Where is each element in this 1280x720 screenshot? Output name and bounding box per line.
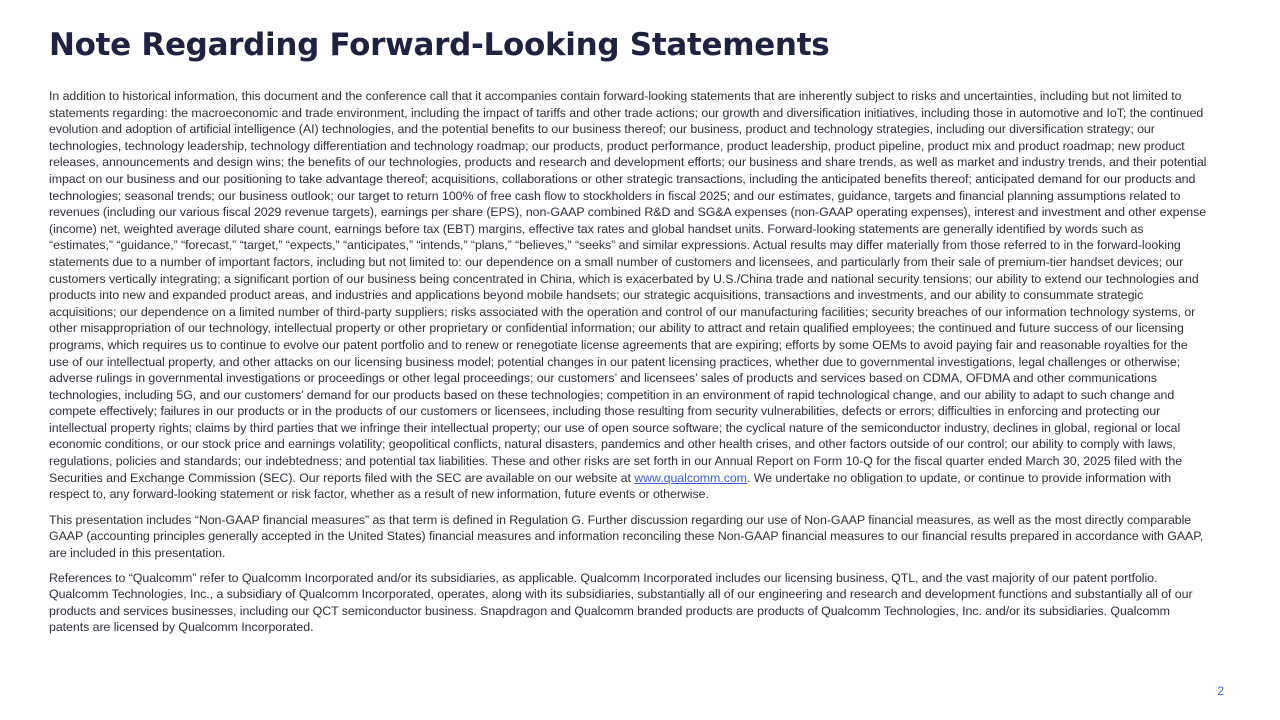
qualcomm-website-link[interactable]: www.qualcomm.com <box>634 470 747 485</box>
references-paragraph: References to “Qualcomm” refer to Qualcomm Incorporated and/or its subsidiaries, as applicable. Qualcomm Incorporated includes our licensing business, QTL, and the vast majority of our patent portfolio. Qualcomm Technologies, Inc., a subsidiary of Qualcomm Incorporated, operates, along with its subsidiaries, substantially all of our engineering and research and development functions and substantially all of our products and services businesses, including our QCT semiconductor business. Snapdragon and Qualcomm branded products are products of Qualcomm Technologies, Inc. and/or its subsidiaries. Qualcomm patents are licensed by Qualcomm Incorporated. <box>49 570 1193 635</box>
disclaimer-body <box>49 88 1209 644</box>
forward-looking-text-end: . We undertake no obligation to update, or continue to provide information with respect to, any forward-looking statement or risk factor, whether as a result of new information, future events or otherwise. <box>49 470 1172 502</box>
page-title: Note Regarding Forward-Looking Statements <box>49 27 830 63</box>
page-number: 2 <box>1217 684 1224 698</box>
non-gaap-paragraph: This presentation includes “Non-GAAP financial measures” as that term is defined in Regulation G. Further discussion regarding our use of Non-GAAP financial measures, as well as the most directly comparable GAAP (accounting principles generally accepted in the United States) financial measures and information reconciling these Non-GAAP financial measures to our financial results prepared in accordance with GAAP, are included in this presentation. <box>49 512 1204 561</box>
forward-looking-paragraph <box>49 88 1209 503</box>
forward-looking-text: In addition to historical information, this document and the conference call that it accompanies contain forward-looking statements that are inherently subject to risks and uncertainties, including but not limited to statements regarding: the macroeconomic and trade environment, including the impact of tariffs and other trade actions; our growth and diversification initiatives, including those in automotive and IoT; the continued evolution and adoption of artificial intelligence (AI) technologies, and the potential benefits to our business thereof; our business, product and technology strategies, including our diversification strategy; our technologies, technology leadership, technology differentiation and technology roadmap; our products, product performance, product leadership, product pipeline, product mix and product roadmap; new product releases, announcements and design wins; the benefits of our technologies, products and research and development efforts; our business and share trends, as well as market and industry trends, and their potential impact on our business and our positioning to take advantage thereof; acquisitions, collaborations or other strategic transactions, including the anticipated benefits thereof; anticipated demand for our products and technologies; seasonal trends; our business outlook; our target to return 100% of free cash flow to stockholders in fiscal 2025; and our estimates, guidance, targets and financial planning assumptions related to revenues (including our various fiscal 2029 revenue targets), earnings per share (EPS), non-GAAP combined R&D and SG&A expenses (non-GAAP operating expenses), interest and investment and other expense (income) net, weighted average diluted share count, earnings before tax (EBT) margins, effective tax rates and global handset units. Forward-looking statements are generally identified by words such as “estimates,” “guidance,” “forecast,” “target,” “expects,” “anticipates,” “intends,” “plans,” “believes,” “seeks” and similar expressions. Actual results may differ materially from those referred to in the forward-looking statements due to a number of important factors, including but not limited to: our dependence on a small number of customers and licensees, and particularly from their sale of premium-tier handset devices; our customers vertically integrating; a significant portion of our business being concentrated in China, which is exacerbated by U.S./China trade and national security tensions; our ability to extend our technologies and products into new and expanded product areas, and industries and applications beyond mobile handsets; our strategic acquisitions, transactions and investments, and our ability to consummate strategic acquisitions; our dependence on a limited number of third-party suppliers; risks associated with the operation and control of our manufacturing facilities; security breaches of our information technology systems, or other misappropriation of our technology, intellectual property or other proprietary or confidential information; our ability to attract and retain qualified employees; the continued and future success of our licensing programs, which requires us to continue to evolve our patent portfolio and to renew or renegotiate license agreements that are expiring; efforts by some OEMs to avoid paying fair and reasonable royalties for the use of our intellectual property, and other attacks on our licensing business model; potential changes in our patent licensing practices, whether due to governmental investigations, legal challenges or otherwise; adverse rulings in governmental investigations or proceedings or other legal proceedings; our customers’ and licensees’ sales of products and services based on CDMA, OFDMA and other communications technologies, including 5G, and our customers’ demand for our products based on these technologies; competition in an environment of rapid technological change, and our ability to adapt to such change and compete effectively; failures in our products or in the products of our customers or licensees, including those resulting from security vulnerabilities, defects or errors; difficulties in enforcing and protecting our intellectual property rights; claims by third parties that we infringe their intellectual property; our use of open source software; the cyclical nature of the semiconductor industry, declines in global, regional or local economic conditions, or our stock price and earnings volatility; geopolitical conflicts, natural disasters, pandemics and other health crises, and other factors outside of our control; our ability to comply with laws, regulations, policies and standards; our indebtedness; and potential tax liabilities. These and other risks are set forth in our Annual Report on Form 10-Q for the fiscal quarter ended March 30, 2025 filed with the Securities and Exchange Commission (SEC). Our reports filed with the SEC are available on our website at <box>49 89 1207 485</box>
